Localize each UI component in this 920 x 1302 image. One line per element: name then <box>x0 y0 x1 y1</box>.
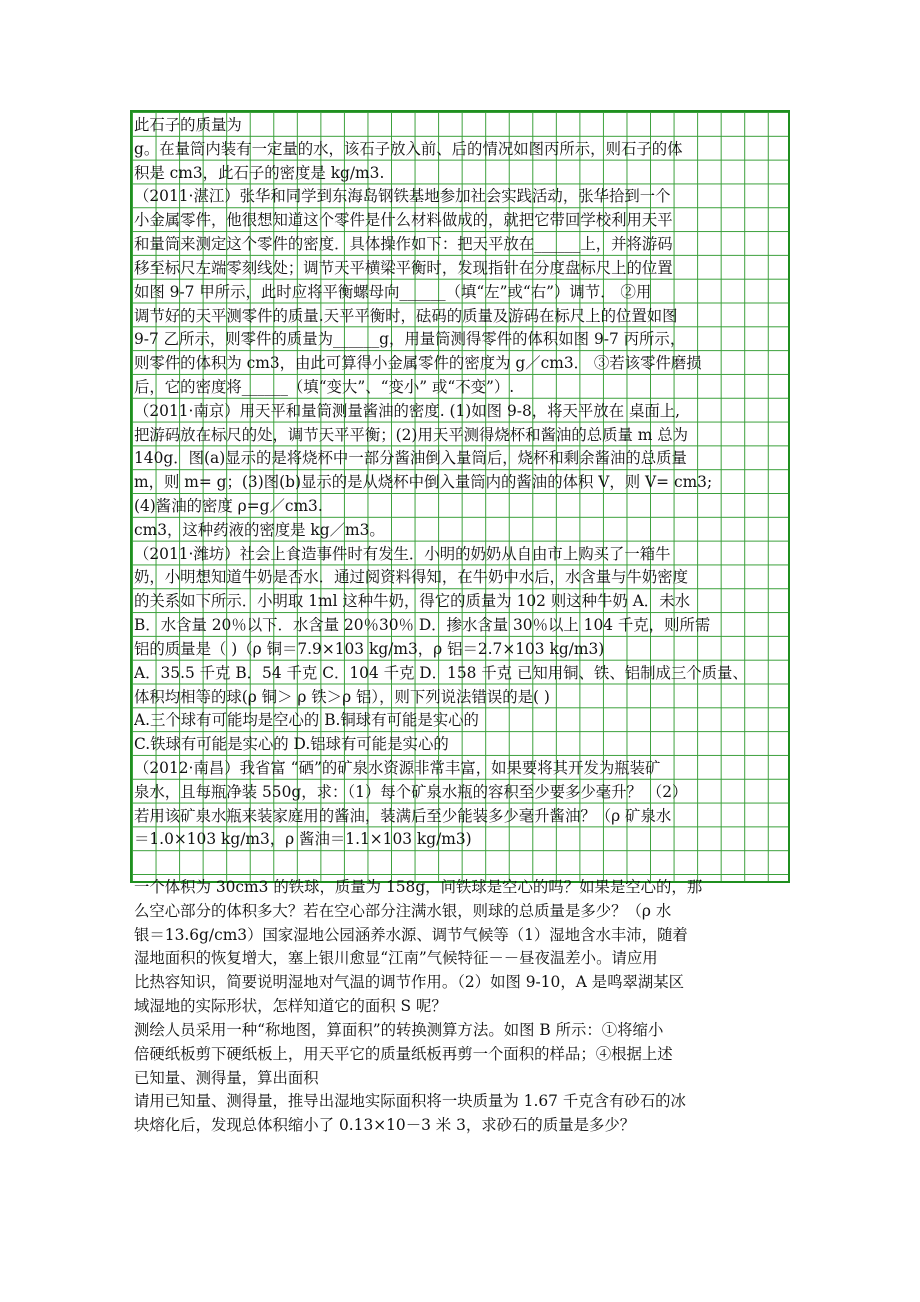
text-line: 湿地面积的恢复增大，塞上银川愈显“江南”气候特征－－昼夜温差小。请应用 <box>134 949 658 968</box>
text-line: C.铁球有可能是实心的 D.铝球有可能是实心的 <box>134 735 449 754</box>
grid-paper-sheet <box>130 110 790 1135</box>
text-line: 测绘人员采用一种“称地图，算面积”的转换测算方法。如图 B 所示：①将缩小 <box>134 1020 664 1039</box>
text-line: 积是 cm3，此石子的密度是 kg/m3. <box>134 163 385 182</box>
text-line: 此石子的质量为 <box>134 116 242 134</box>
text-line: 后，它的密度将______（填“变大”、“变小” 或“不变”）. <box>134 377 515 396</box>
text-line: 的关系如下所示．小明取 1ml 这种牛奶，得它的质量为 102 则这种牛奶 A．未水 <box>134 592 690 611</box>
text-line: g。在量筒内装有一定量的水，该石子放入前、后的情况如图丙所示，则石子的体 <box>134 139 683 158</box>
text-line: 银＝13.6g/cm3）国家湿地公园涵养水源、调节气候等（1）湿地含水丰沛，随着 <box>134 925 688 944</box>
text-line: 倍硬纸板剪下硬纸板上，用天平它的质量纸板再剪一个面积的样品；④根据上述 <box>134 1044 673 1063</box>
text-line: 如图 9-7 甲所示，此时应将平衡螺母向______（填“左”或“右”）调节． ②用 <box>134 282 652 301</box>
text-line: B．水含量 20％以下．水含量 20％30％ D．掺水含量 30％以上 104 千克，则所需 <box>134 616 711 635</box>
text-line: 铝的质量是（ )（ρ 铜＝7.9×103 kg/m3，ρ 铝＝2.7×103 kg/m3) <box>134 639 605 658</box>
text-line: （2011·潍坊）社会上食造事件时有发生．小明的奶奶从自由市上购买了一箱牛 <box>134 544 671 563</box>
text-line: cm3，这种药液的密度是 kg／m3。 <box>134 520 385 539</box>
text-line: 奶，小明想知道牛奶是否水．通过阅资料得知，在牛奶中水后，水含量与牛奶密度 <box>134 568 689 587</box>
blank-line <box>134 852 788 876</box>
text-line: 已知量、测得量，算出面积 <box>134 1068 319 1087</box>
text-line: 域湿地的实际形状，怎样知道它的面积 S 呢？ <box>134 997 447 1016</box>
text-line: 若用该矿泉水瓶来装家庭用的酱油，装满后至少能装多少毫升酱油？（ρ 矿泉水 <box>134 806 672 825</box>
text-line: m，则 m= g；(3)图(b)显示的是从烧杯中倒入量筒内的酱油的体积 V，则 V= cm3; <box>134 473 713 492</box>
text-line: 把游码放在标尺的处，调节天平平衡；(2)用天平测得烧杯和酱油的总质量 m 总为 <box>134 425 689 444</box>
text-line: 比热容知识，简要说明湿地对气温的调节作用。（2）如图 9-10，A 是鸣翠湖某区 <box>134 973 685 992</box>
text-line: 9-7 乙所示，则零件的质量为______g，用量筒测得零件的体积如图 9-7 丙所示， <box>134 330 686 349</box>
text-line: A.三个球有可能均是空心的 B.铜球有可能是实心的 <box>134 711 479 730</box>
text-line: 泉水，且每瓶净装 550g，求：（1）每个矿泉水瓶的容积至少要多少毫升？ （2） <box>134 782 688 801</box>
text-line: 和量筒来测定这个零件的密度．具体操作如下：把天平放在______上，并将游码 <box>134 235 673 254</box>
text-line: 140g．图(a)显示的是将烧杯中一部分酱油倒入量筒后，烧杯和剩余酱油的总质量 <box>134 449 687 468</box>
text-line: 块熔化后，发现总体积缩小了 0.13×10－3 米 3，求砂石的质量是多少？ <box>134 1116 636 1135</box>
text-line: ＝1.0×103 kg/m3，ρ 酱油＝1.1×103 kg/m3) <box>134 830 472 849</box>
text-line: 则零件的体积为 cm3，由此可算得小金属零件的密度为 g／cm3． ③若该零件磨损 <box>134 354 702 373</box>
text-line: 移至标尺左端零刻线处；调节天平横梁平衡时，发现指针在分度盘标尺上的位置 <box>134 258 673 277</box>
text-line: 调节好的天平测零件的质量.天平平衡时，砝码的质量及游码在标尺上的位置如图 <box>134 306 678 325</box>
document-body <box>134 114 788 1138</box>
text-line: (4)酱油的密度 ρ=g／cm3. <box>134 497 323 515</box>
text-line: 小金属零件，他很想知道这个零件是什么材料做成的，就把它带回学校利用天平 <box>134 211 673 230</box>
text-line: （2011·南京）用天平和量筒测量酱油的密度. (1)如图 9-8，将天平放在 桌面上, <box>134 401 681 420</box>
text-line: （2012·南昌）我省富 “硒”的矿泉水资源非常丰富，如果要将其开发为瓶装矿 <box>134 758 661 777</box>
text-line: 请用已知量、测得量，推导出湿地实际面积将一块质量为 1.67 千克含有砂石的冰 <box>134 1092 686 1111</box>
text-line: （2011·湛江）张华和同学到东海岛钢铁基地参加社会实践活动，张华拾到一个 <box>134 187 671 206</box>
text-line: 体积均相等的球(ρ 铜＞ ρ 铁＞ρ 铝），则下列说法错误的是( ) <box>134 687 550 706</box>
text-line: 一个体积为 30cm3 的铁球，质量为 158g，问铁球是空心的吗？如果是空心的，那 <box>134 878 703 896</box>
text-line: A．35.5 千克 B．54 千克 C．104 千克 D．158 千克 已知用铜、铁、铝制成三个质量、 <box>134 663 748 682</box>
text-line: 么空心部分的体积多大？若在空心部分注满水银，则球的总质量是多少？（ρ 水 <box>134 901 672 920</box>
